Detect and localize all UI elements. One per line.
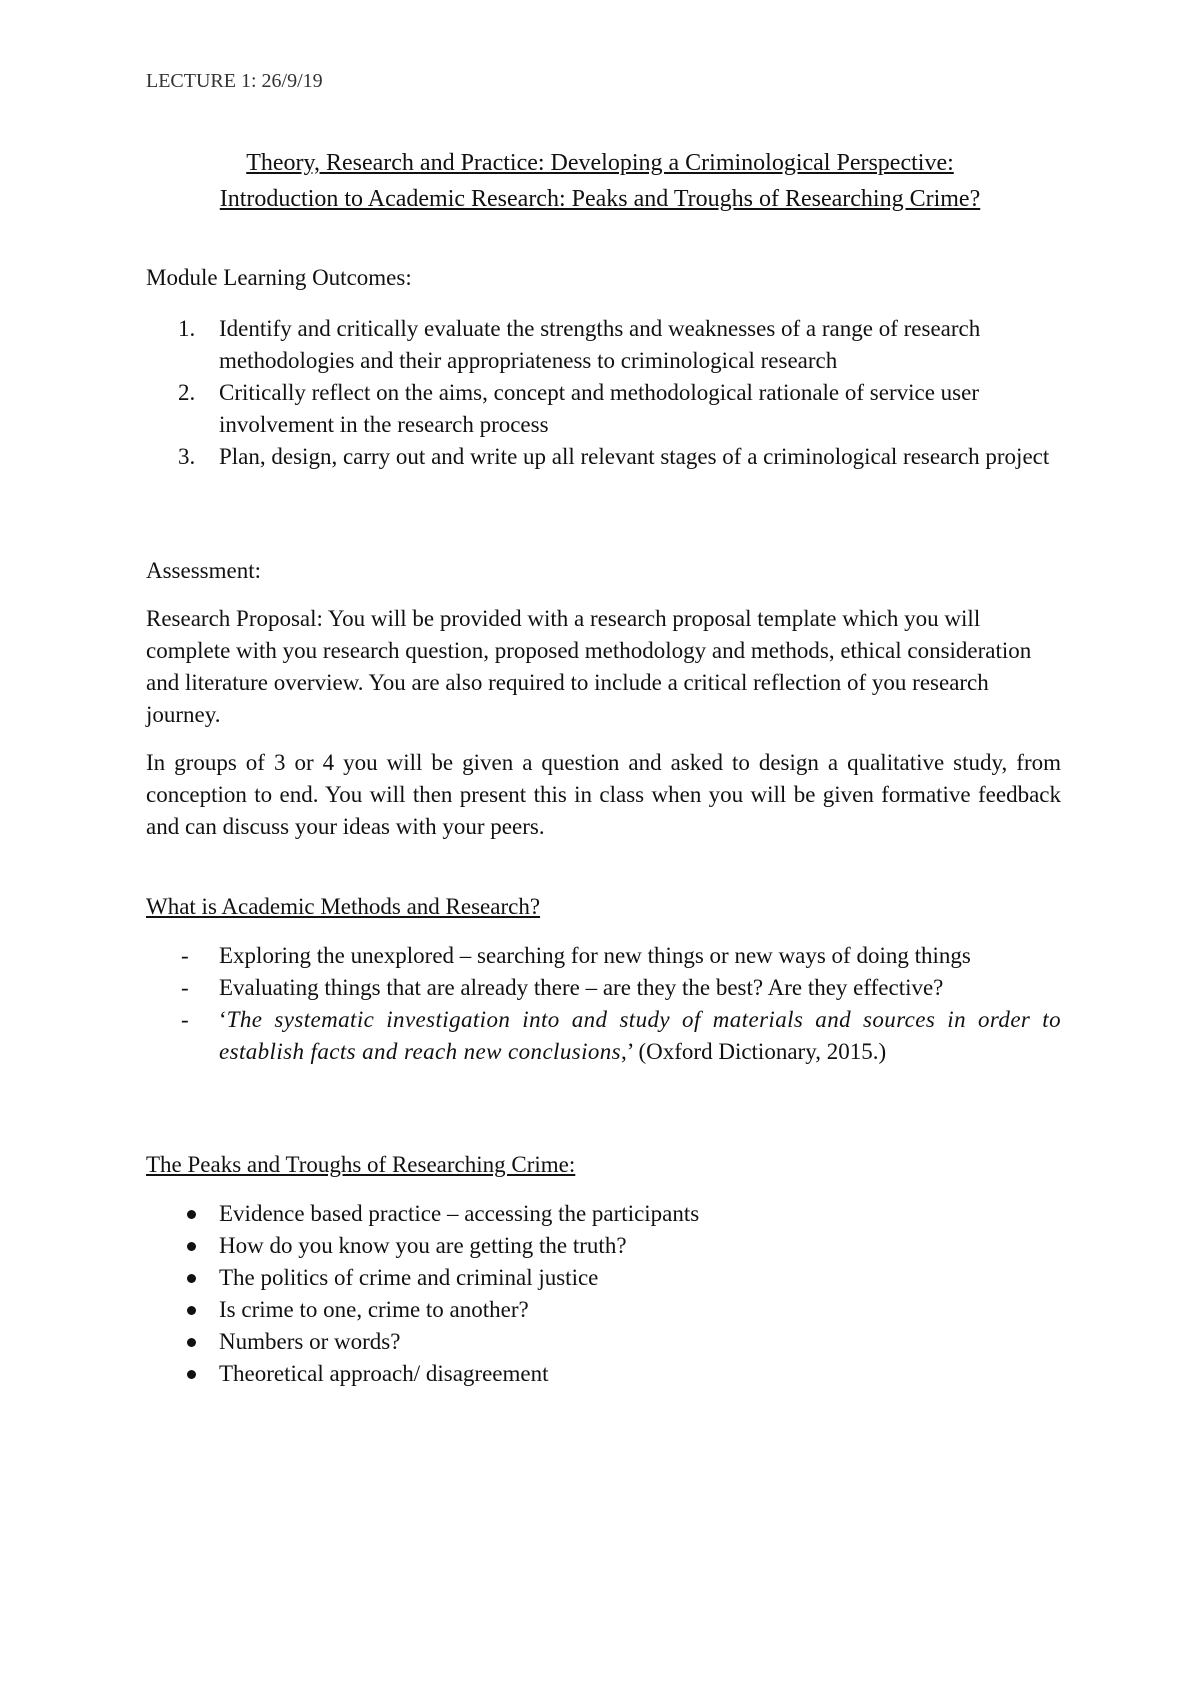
peaks-item: [146, 1230, 1061, 1262]
methods-list: [146, 940, 1061, 1068]
peaks-item-text: The politics of crime and criminal justice: [219, 1265, 599, 1290]
title-line-2: Introduction to Academic Research: Peaks and Troughs of Researching Crime?: [219, 186, 981, 212]
outcomes-heading: Module Learning Outcomes:: [146, 265, 412, 290]
outcome-item: [146, 377, 1066, 441]
peaks-list: [146, 1198, 1061, 1390]
methods-item-text: Exploring the unexplored – searching for new things or new ways of doing things: [219, 943, 971, 968]
outcome-number: 2.: [178, 380, 196, 405]
quote-citation: ,’ (Oxford Dictionary, 2015.): [621, 1039, 887, 1064]
outcome-item: [146, 441, 1066, 473]
outcome-text: Plan, design, carry out and write up all relevant stages of a criminological research project: [219, 444, 1050, 469]
outcome-text: Critically reflect on the aims, concept and methodological rationale of service user involvement in the research process: [219, 380, 979, 437]
outcome-number: 3.: [178, 444, 196, 469]
peaks-item-text: Theoretical approach/ disagreement: [219, 1361, 549, 1386]
quote-open: ‘: [219, 1007, 227, 1032]
outcomes-list: [146, 313, 1066, 473]
bullet-icon: [187, 1274, 196, 1283]
peaks-item: [146, 1294, 1061, 1326]
outcome-number: 1.: [178, 316, 196, 341]
bullet-icon: [187, 1306, 196, 1315]
assessment-heading: Assessment:: [146, 558, 261, 583]
bullet-icon: [187, 1242, 196, 1251]
outcome-item: [146, 313, 1066, 377]
methods-item-text: Evaluating things that are already there – are they the best? Are they effective?: [219, 975, 944, 1000]
bullet-icon: [187, 1210, 196, 1219]
methods-item: [146, 1004, 1061, 1068]
methods-heading: What is Academic Methods and Research?: [146, 894, 541, 919]
peaks-item: [146, 1326, 1061, 1358]
assessment-paragraph-2: In groups of 3 or 4 you will be given a question and asked to design a qualitative study, from conception to end. You will then present this in class when you will be given formative feedback and can discuss your ideas with your peers.: [146, 750, 1061, 839]
peaks-heading: The Peaks and Troughs of Researching Crime:: [146, 1152, 576, 1177]
lecture-title: [120, 145, 1080, 217]
peaks-item-text: Numbers or words?: [219, 1329, 401, 1354]
assessment-paragraph-1: Research Proposal: You will be provided with a research proposal template which you will complete with you research question, proposed methodology and methods, ethical consideration and literature overview. You are also required to include a critical reflection of you research journey.: [146, 606, 1032, 727]
dash-marker: -: [181, 943, 189, 968]
title-line-1: Theory, Research and Practice: Developing a Criminological Perspective:: [246, 150, 954, 176]
lecture-header: LECTURE 1: 26/9/19: [146, 70, 323, 92]
dash-marker: -: [181, 1007, 189, 1032]
bullet-icon: [187, 1338, 196, 1347]
definition-quote: The systematic investigation into and study of materials and sources in order to establish facts and reach new conclusions: [219, 1007, 1061, 1064]
outcome-text: Identify and critically evaluate the strengths and weaknesses of a range of research methodologies and their appropriateness to criminological research: [219, 316, 981, 373]
peaks-item-text: Evidence based practice – accessing the participants: [219, 1201, 700, 1226]
dash-marker: -: [181, 975, 189, 1000]
peaks-item: [146, 1198, 1061, 1230]
peaks-item-text: How do you know you are getting the truth?: [219, 1233, 627, 1258]
methods-item: [146, 940, 1061, 972]
methods-item: [146, 972, 1061, 1004]
bullet-icon: [187, 1370, 196, 1379]
peaks-item-text: Is crime to one, crime to another?: [219, 1297, 529, 1322]
peaks-item: [146, 1262, 1061, 1294]
peaks-item: [146, 1358, 1061, 1390]
